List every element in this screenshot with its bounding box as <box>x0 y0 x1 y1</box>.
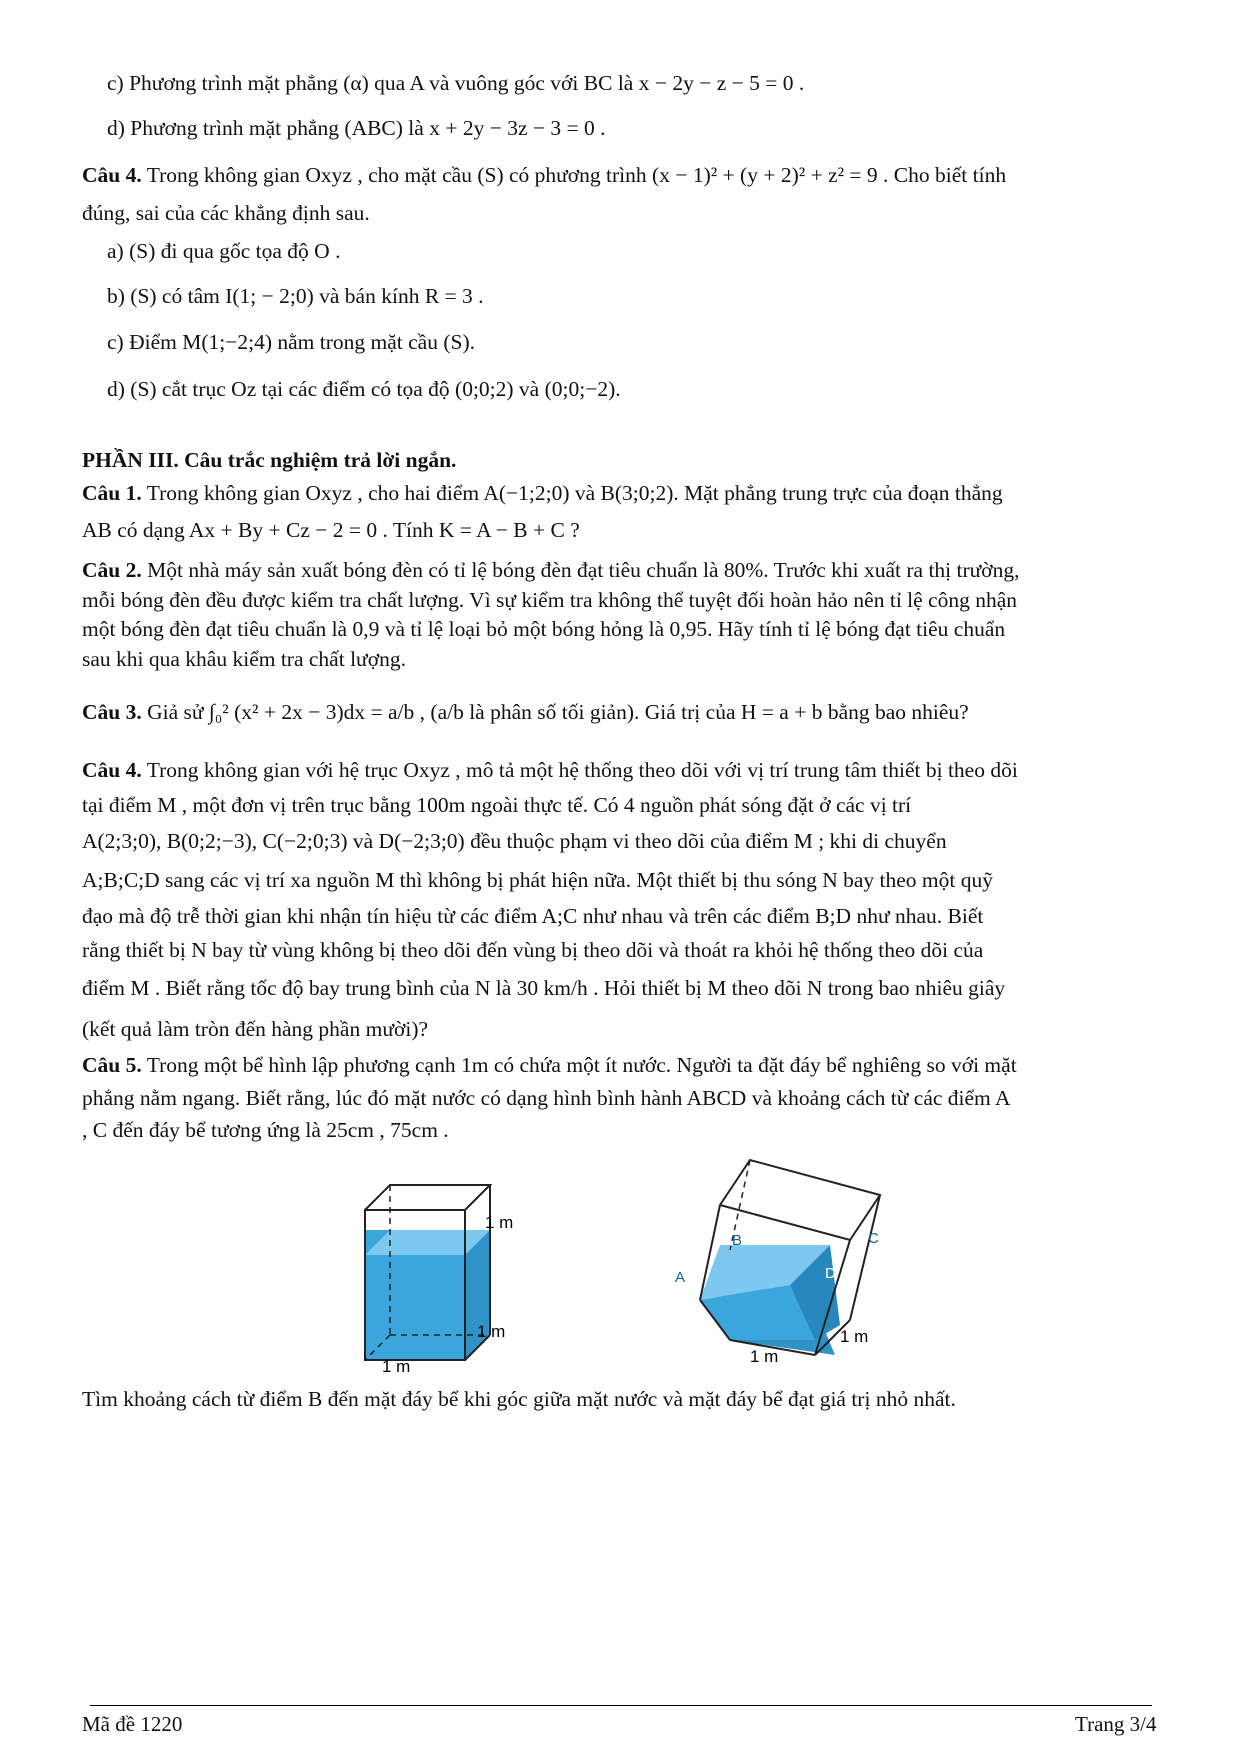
short-q5-line3: , C đến đáy bể tương ứng là 25cm , 75cm . <box>82 1118 449 1142</box>
statement-d: d) Phương trình mặt phẳng (ABC) là x + 2y − 3z − 3 = 0 . <box>107 116 606 140</box>
footer-page-number: Trang 3/4 <box>1075 1712 1157 1736</box>
short-q4-line8: (kết quả làm tròn đến hàng phần mười)? <box>82 1017 429 1041</box>
question-text: Trong một bể hình lập phương cạnh 1m có chứa một ít nước. Người ta đặt đáy bể nghiêng so với mặt <box>141 1053 1017 1077</box>
label-top: 1 m <box>485 1213 514 1232</box>
short-q4-line4: A;B;C;D sang các vị trí xa nguồn M thì không bị phát hiện nữa. Một thiết bị thu sóng N bay theo một quỹ <box>82 868 993 892</box>
tilted-top-face <box>720 1160 880 1240</box>
tilted-tank-figure <box>670 1150 920 1380</box>
question-4-line1 <box>82 160 1054 190</box>
question-text: Trong không gian với hệ trục Oxyz , mô tả một hệ thống theo dõi với vị trí trung tâm thiết bị theo dõi <box>141 758 1018 782</box>
question-label: Câu 5. <box>82 1053 142 1077</box>
tilted-back-right-edge <box>850 1195 880 1320</box>
short-q5-line2: phẳng nằm ngang. Biết rằng, lúc đó mặt nước có dạng hình bình hành ABCD và khoảng cách từ các điểm A <box>82 1086 1011 1110</box>
short-q5-line1 <box>82 1050 1054 1080</box>
question-text: Một nhà máy sản xuất bóng đèn có tỉ lệ bóng đèn đạt tiêu chuẩn là 80%. Trước khi xuất ra thị trường, <box>141 558 1020 582</box>
statement-a: a) (S) đi qua gốc tọa độ O . <box>107 239 341 263</box>
short-q1-line2: AB có dạng Ax + By + Cz − 2 = 0 . Tính K = A − B + C ? <box>82 518 580 542</box>
edge-label-2: 1 m <box>750 1347 779 1366</box>
question-text: Giả sử ∫₀² (x² + 2x − 3)dx = a/b , (a/b là phân số tối giản). Giá trị của H = a + b bằng bao nhiêu? <box>141 700 969 724</box>
label-right: 1 m <box>477 1322 506 1341</box>
statement-d2: d) (S) cắt trục Oz tại các điểm có tọa độ (0;0;2) và (0;0;−2). <box>107 377 621 401</box>
short-q4-line5: đạo mà độ trễ thời gian khi nhận tín hiệu từ các điểm A;C như nhau và trên các điểm B;D như nhau. Biết <box>82 904 984 928</box>
short-q1-line1 <box>82 478 1054 508</box>
point-C: C <box>868 1230 879 1247</box>
point-A: A <box>675 1269 686 1286</box>
cube-top-edges <box>365 1185 490 1210</box>
label-bottom: 1 m <box>382 1357 411 1376</box>
short-q4-line1 <box>82 755 1054 785</box>
edge-label-1: 1 m <box>840 1327 869 1346</box>
short-q4-line7: điểm M . Biết rằng tốc độ bay trung bình của N là 30 km/h . Hỏi thiết bị M theo dõi N trong bao nhiêu giây <box>82 976 1006 1000</box>
question-label: Câu 4. <box>82 758 142 782</box>
statement-c: c) Phương trình mặt phẳng (α) qua A và vuông góc với BC là x − 2y − z − 5 = 0 . <box>107 71 805 95</box>
short-q5-question: Tìm khoảng cách từ điểm B đến mặt đáy bể khi góc giữa mặt nước và mặt đáy bể đạt giá trị nhỏ nhất. <box>82 1387 956 1411</box>
upright-tank-figure <box>320 1160 560 1380</box>
short-q4-line2: tại điểm M , một đơn vị trên trục bằng 100m ngoài thực tế. Có 4 nguồn phát sóng đặt ở các vị trí <box>82 793 912 817</box>
question-text: Trong không gian Oxyz , cho mặt cầu (S) có phương trình (x − 1)² + (y + 2)² + z² = 9 . Cho biết tính <box>141 163 1007 187</box>
short-q3 <box>82 697 969 727</box>
short-q2-line1 <box>82 555 1054 585</box>
footer-divider <box>90 1705 1152 1706</box>
short-q2-line2: mỗi bóng đèn đều được kiểm tra chất lượng. Vì sự kiểm tra không thể tuyệt đối hoàn hảo nên tỉ lệ công nhận <box>82 588 1018 612</box>
question-label: Câu 2. <box>82 558 142 582</box>
question-label: Câu 1. <box>82 481 142 505</box>
question-label: Câu 4. <box>82 163 142 187</box>
footer-exam-code: Mã đề 1220 <box>82 1712 183 1736</box>
short-q2-line4: sau khi qua khâu kiểm tra chất lượng. <box>82 647 406 671</box>
short-q4-line6: rằng thiết bị N bay từ vùng không bị theo dõi đến vùng bị theo dõi và thoát ra khỏi hệ thống theo dõi của <box>82 938 984 962</box>
point-B: B <box>732 1232 743 1249</box>
question-label: Câu 3. <box>82 700 142 724</box>
statement-c2: c) Điểm M(1;−2;4) nằm trong mặt cầu (S). <box>107 330 475 354</box>
point-D: D <box>825 1265 836 1282</box>
short-q2-line3: một bóng đèn đạt tiêu chuẩn là 0,9 và tỉ lệ loại bỏ một bóng hỏng là 0,95. Hãy tính tỉ lệ bóng đạt tiêu chuẩn <box>82 617 1006 641</box>
question-text: Trong không gian Oxyz , cho hai điểm A(−1;2;0) và B(3;0;2). Mặt phẳng trung trực của đoạn thẳng <box>141 481 1003 505</box>
question-4-line2: đúng, sai của các khẳng định sau. <box>82 201 370 225</box>
section-heading: PHẦN III. Câu trắc nghiệm trả lời ngắn. <box>82 448 457 472</box>
short-q4-line3: A(2;3;0), B(0;2;−3), C(−2;0;3) và D(−2;3;0) đều thuộc phạm vi theo dõi của điểm M ; khi di chuyển <box>82 829 947 853</box>
statement-b: b) (S) có tâm I(1; − 2;0) và bán kính R = 3 . <box>107 284 484 308</box>
